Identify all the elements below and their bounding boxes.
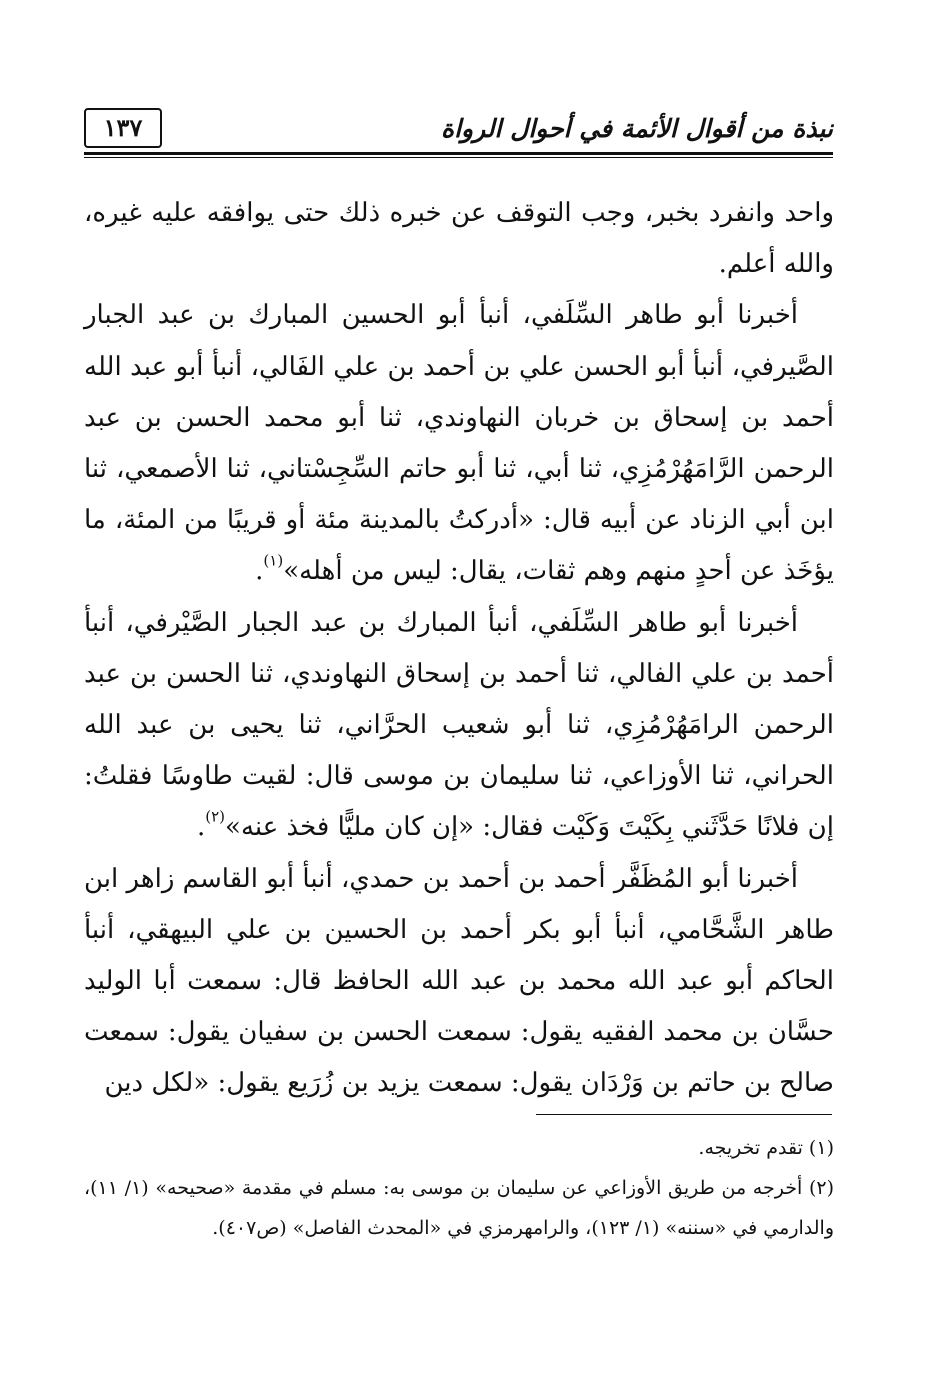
footnotes xyxy=(84,1128,834,1248)
page-number: ١٣٧ xyxy=(84,108,162,148)
header-rule-thin xyxy=(84,157,833,158)
paragraph-end: . xyxy=(196,812,206,843)
paragraph-end: . xyxy=(255,556,264,587)
running-title: نبذة من أقوال الأئمة في أحوال الرواة xyxy=(441,114,833,143)
main-text xyxy=(84,188,834,1110)
paragraph: أخبرنا أبو المُظَفَّر أحمد بن أحمد بن حمدي، أنبأ أبو القاسم زاهر ابن طاهر الشَّحَّامي، أنبأ أبو بكر أحمد بن الحسين بن علي البيهقي، أنبأ الحاكم أبو عبد الله محمد بن عبد الله الحافظ قال: سمعت أبا الوليد حسَّان بن محمد الفقيه يقول: سمعت الحسن بن سفيان يقول: سمعت صالح بن حاتم بن وَرْدَان يقول: سمعت يزيد بن زُرَيع يقول: «لكل دين xyxy=(84,863,834,1099)
header-rule xyxy=(84,152,833,155)
paragraph-text: أخبرنا أبو طاهر السِّلَفي، أنبأ المبارك بن عبد الجبار الصَّيْرفي، أنبأ أحمد بن علي الفالي، ثنا أحمد بن إسحاق النهاوندي، ثنا الحسن بن عبد الرحمن الرامَهُرْمُزِي، ثنا أبو شعيب الحرَّاني، ثنا يحيى بن عبد الله الحراني، ثنا الأوزاعي، ثنا سليمان بن موسى قال: لقيت طاوسًا فقلتُ: إن فلانًا حَدَّثَني بِكَيْتَ وَكَيْت فقال: «إن كان مليًّا فخذ عنه» xyxy=(84,607,834,843)
paragraph-continuation: واحد وانفرد بخبر، وجب التوقف عن خبره ذلك حتى يوافقه عليه غيره، والله أعلم. xyxy=(84,198,834,280)
running-header xyxy=(84,108,833,158)
paragraph xyxy=(84,598,834,854)
paragraph-text: أخبرنا أبو طاهر السِّلَفي، أنبأ أبو الحسين المبارك بن عبد الجبار الصَّيرفي، أنبأ أبو الحسن علي بن أحمد بن علي الفَالي، أنبأ أبو عبد الله أحمد بن إسحاق بن خربان النهاوندي، ثنا أبو محمد الحسن بن عبد الرحمن الرَّامَهُرْمُزِي، ثنا أبي، ثنا أبو حاتم السِّجِسْتاني، ثنا الأصمعي، ثنا ابن أبي الزناد عن أبيه قال: «أدركتُ بالمدينة مئة أو قريبًا من المئة، ما يؤخَذ عن أحدٍ منهم وهم ثقات، يقال: ليس من أهله» xyxy=(84,300,834,587)
paragraph xyxy=(84,290,834,597)
footnote-reference: (٢) xyxy=(205,807,226,826)
footnote: (١) تقدم تخريجه. xyxy=(698,1137,834,1159)
footnote-reference: (١) xyxy=(263,551,284,570)
footnote: (٢) أخرجه من طريق الأوزاعي عن سليمان بن موسى به: مسلم في مقدمة «صحيحه» (١/ ١١)، والدارمي في «سننه» (١/ ١٢٣)، والرامهرمزي في «المحدث الفاصل» (ص٤٠٧). xyxy=(84,1177,834,1239)
footnote-separator xyxy=(536,1114,832,1115)
